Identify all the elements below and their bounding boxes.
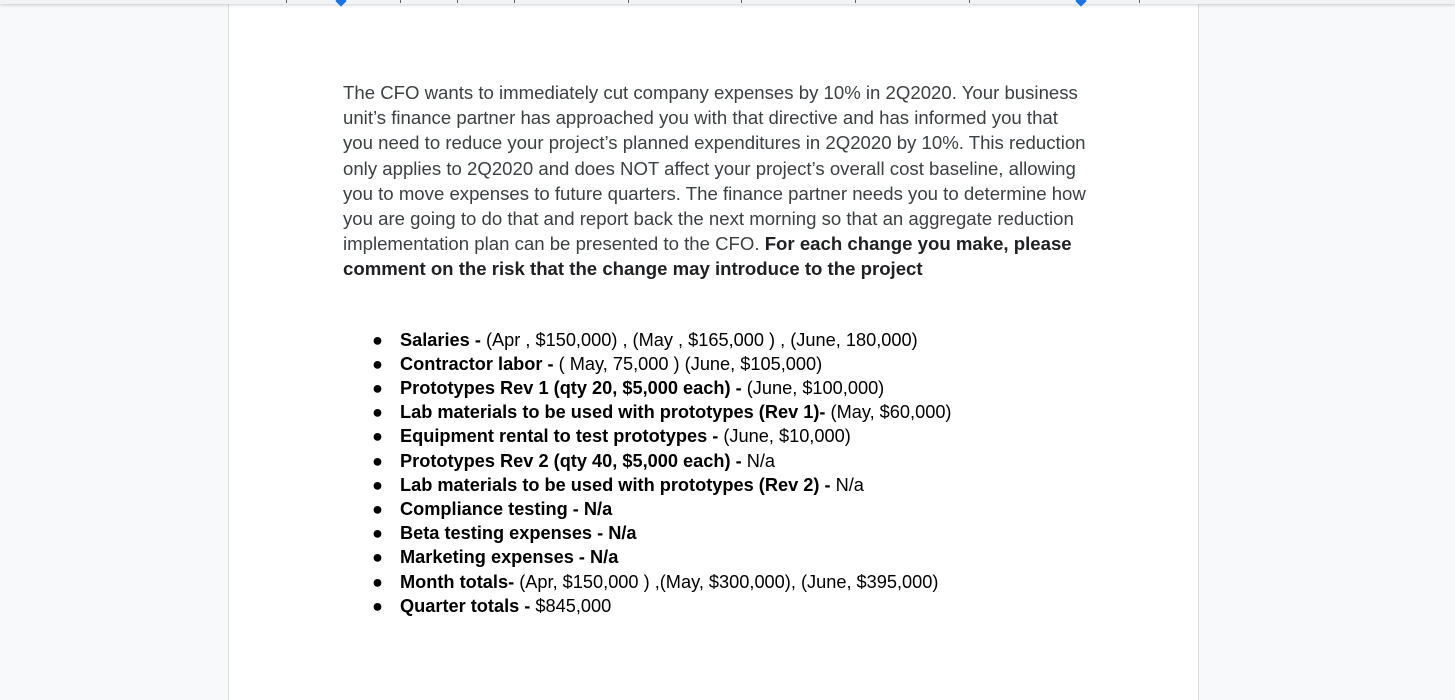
expense-value: N/a	[746, 450, 776, 471]
expense-label: Lab materials to be used with prototypes (Rev 1)-	[400, 402, 831, 423]
expense-label: Salaries -	[400, 329, 486, 350]
ruler-tick	[286, 0, 287, 3]
bullet-icon: ●	[372, 595, 383, 616]
bullet-icon: ●	[372, 378, 383, 399]
document-body[interactable]	[343, 80, 1088, 618]
expense-item-marketing[interactable]	[343, 545, 1088, 569]
expense-item-salaries[interactable]	[343, 328, 1088, 352]
bullet-icon: ●	[372, 426, 383, 447]
expense-value: N/a	[835, 474, 864, 495]
expense-label: Equipment rental to test prototypes -	[400, 426, 724, 447]
expense-item-quarter-totals[interactable]	[343, 594, 1088, 618]
expense-label: Compliance testing - N/a	[400, 499, 613, 520]
bullet-icon: ●	[372, 329, 383, 350]
ruler-tick	[1139, 0, 1140, 3]
expense-item-prototypes-rev2[interactable]	[343, 449, 1088, 473]
expense-value: (Apr , $150,000) , (May , $165,000 ) , (June, 180,000)	[485, 329, 918, 350]
expense-label: Prototypes Rev 1 (qty 20, $5,000 each) -	[400, 378, 747, 399]
bullet-icon: ●	[372, 523, 383, 544]
ruler-tick	[514, 0, 515, 3]
ruler-tick	[400, 0, 401, 3]
expense-item-beta-testing[interactable]	[343, 521, 1088, 545]
ruler-tick	[741, 0, 742, 3]
expense-item-compliance-testing[interactable]	[343, 497, 1088, 521]
expense-item-contractor-labor[interactable]	[343, 352, 1088, 376]
expense-label: Marketing expenses - N/a	[400, 547, 619, 568]
expense-value: $845,000	[535, 595, 612, 616]
ruler-tick	[457, 0, 458, 3]
expense-label: Lab materials to be used with prototypes (Rev 2) -	[400, 474, 836, 495]
expense-value: (June, $100,000)	[746, 378, 885, 399]
expense-item-prototypes-rev1[interactable]	[343, 376, 1088, 400]
horizontal-ruler[interactable]	[0, 0, 1455, 4]
ruler-tick	[855, 0, 856, 3]
intro-text: The CFO wants to immediately cut company expenses by 10% in 2Q2020. Your business unit’s finance partner has approached you with that directive and has informed you that you need to reduce your project’s planned expenditures in 2Q2020 by 10%. This reduction only applies to 2Q2020 and does NOT affect your project’s overall cost baseline, allowing you to move expenses to future quarters. The finance partner needs you to determine how you are going to do that and report back the next morning so that an aggregate reduction implementation plan can be presented to the CFO.	[343, 82, 1086, 255]
bullet-icon: ●	[372, 402, 383, 423]
bullet-icon: ●	[372, 474, 383, 495]
bullet-icon: ●	[372, 499, 383, 520]
expense-value: (June, $10,000)	[723, 426, 851, 447]
expense-item-month-totals[interactable]	[343, 570, 1088, 594]
expense-value: ( May, 75,000 ) (June, $105,000)	[558, 353, 823, 374]
expense-item-lab-materials-rev1[interactable]	[343, 400, 1088, 424]
bullet-icon: ●	[372, 450, 383, 471]
ruler-tick	[969, 0, 970, 3]
bullet-icon: ●	[372, 547, 383, 568]
bullet-icon: ●	[372, 353, 383, 374]
expense-item-equipment-rental[interactable]	[343, 424, 1088, 448]
expense-label: Month totals-	[400, 571, 520, 592]
expense-label: Contractor labor -	[400, 353, 559, 374]
expense-value: (May, $60,000)	[830, 402, 952, 423]
expense-label: Prototypes Rev 2 (qty 40, $5,000 each) -	[400, 450, 747, 471]
ruler-tick	[628, 0, 629, 3]
bullet-icon: ●	[372, 571, 383, 592]
expense-list	[343, 328, 1088, 618]
intro-bold-instruction: For each change you make, please comment on the risk that the change may introduce to the project	[343, 233, 1072, 280]
expense-value: (Apr, $150,000 ) ,(May, $300,000), (June, $395,000)	[519, 571, 939, 592]
expense-item-lab-materials-rev2[interactable]	[343, 473, 1088, 497]
expense-label: Beta testing expenses - N/a	[400, 523, 637, 544]
document-page[interactable]	[228, 0, 1199, 700]
intro-paragraph[interactable]	[343, 80, 1088, 282]
expense-label: Quarter totals -	[400, 595, 536, 616]
